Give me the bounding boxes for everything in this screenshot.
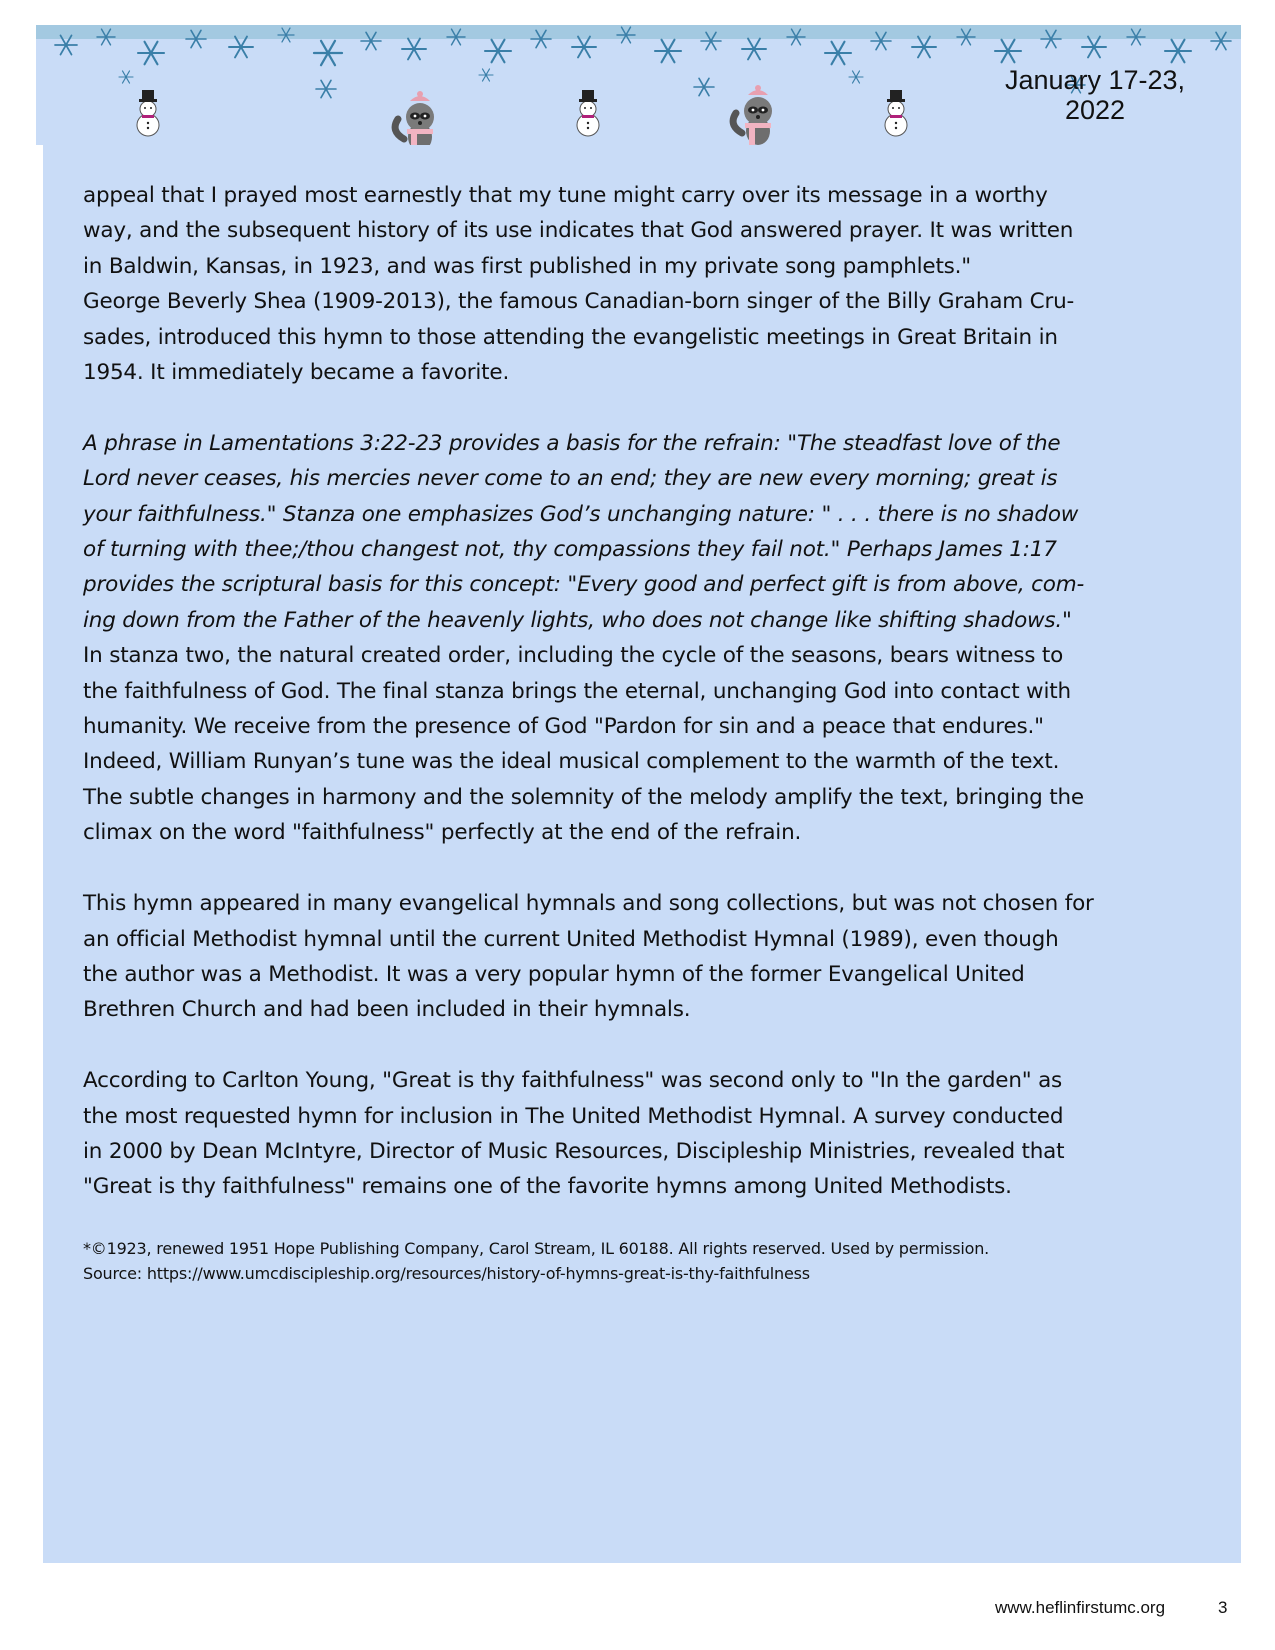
text-line: appeal that I prayed most earnestly that my tune might carry over its message in a worthy [83, 183, 1048, 208]
text-line: Lord never ceases, his mercies never come to an end; they are new every morning; great is [83, 466, 1058, 492]
snowman-icon [137, 90, 159, 136]
paragraph-hymnals [83, 886, 1208, 1028]
snowflake-icon [995, 40, 1021, 63]
text-line: 1954. It immediately became a favorite. [83, 360, 510, 386]
snowflake-icon [825, 42, 851, 65]
raccoon-icon [395, 91, 434, 145]
snowflake-icon [849, 71, 863, 83]
snowflake-icon [655, 40, 681, 63]
paragraph-history [83, 178, 1208, 390]
website-link[interactable]: www.heflinfirstumc.org [995, 1598, 1166, 1617]
date-line-2: 2022 [1064, 95, 1126, 125]
text-line: provides the scriptural basis for this concept: "Every good and perfect gift is from above, com- [83, 572, 1085, 598]
text-line: humanity. We receive from the presence of God "Pardon for sin and a peace that endures." [83, 714, 1044, 740]
text-line: The subtle changes in harmony and the solemnity of the melody amplify the text, bringing the [83, 784, 1084, 810]
snowman-icon [577, 90, 599, 136]
snowflake-icon [912, 37, 936, 58]
text-line: an official Methodist hymnal until the current United Methodist Hymnal (1989), even though [83, 926, 1059, 952]
text-line: Brethren Church and had been included in their hymnals. [83, 997, 691, 1023]
snowflake-icon [119, 71, 133, 83]
text-line: in Baldwin, Kansas, in 1923, and was first published in my private song pamphlets." [83, 253, 971, 279]
snowflake-icon [316, 80, 336, 97]
paragraph-popularity [83, 1063, 1208, 1205]
text-line: of turning with thee;/thou changest not, thy compassions they fail not." Perhaps James 1:17 [83, 537, 1057, 563]
text-line: "Great is thy faithfulness" remains one of the favorite hymns among United Methodists. [83, 1174, 1012, 1200]
snowflake-icon [742, 39, 766, 60]
issue-date [975, 65, 1215, 125]
snowflake-icon [1165, 40, 1191, 63]
text-line: way, and the subsequent history of its use indicates that God answered prayer. It was written [83, 218, 1074, 244]
text-line: the most requested hymn for inclusion in The United Methodist Hymnal. A survey conducted [83, 1103, 1064, 1129]
text-line: ing down from the Father of the heavenly lights, who does not change like shifting shadows." [83, 607, 1072, 633]
snowflake-icon [229, 37, 253, 58]
snowflake-icon [485, 40, 511, 63]
text-line: This hymn appeared in many evangelical hymnals and song collections, but was not chosen for [83, 891, 1094, 917]
snowflake-icon [694, 78, 714, 95]
text-line: the author was a Methodist. It was a very popular hymn of the former Evangelical United [83, 961, 1025, 987]
text-line: sades, introduced this hymn to those attending the evangelistic meetings in Great Britain in [83, 324, 1058, 350]
footnotes [83, 1236, 1203, 1286]
snowflake-icon [314, 41, 342, 65]
text-line: According to Carlton Young, "Great is thy faithfulness" was second only to "In the garden" as [83, 1068, 1063, 1094]
article-body [83, 178, 1208, 1205]
snowflake-icon [479, 69, 493, 81]
text-line: in 2000 by Dean McIntyre, Director of Music Resources, Discipleship Ministries, revealed that [83, 1138, 1065, 1164]
snowman-icon [885, 90, 907, 136]
text-line: Indeed, William Runyan’s tune was the ideal musical complement to the warmth of the text. [83, 749, 1060, 775]
date-line-1: January 17-23, [1004, 65, 1186, 95]
page-number: 3 [1218, 1598, 1228, 1617]
snowflake-icon [572, 37, 596, 58]
text-line: George Beverly Shea (1909-2013), the famous Canadian-born singer of the Billy Graham Cru- [83, 289, 1075, 315]
source-note: Source: https://www.umcdiscipleship.org/resources/history-of-hymns-great-is-thy-faithfulness [83, 1264, 810, 1283]
snowflake-icon [1082, 37, 1106, 58]
text-line: In stanza two, the natural created order, including the cycle of the seasons, bears witness to [83, 643, 1064, 669]
snowflake-icon [402, 39, 426, 60]
copyright-note: *©1923, renewed 1951 Hope Publishing Company, Carol Stream, IL 60188. All rights reserved. Used by permission. [83, 1239, 990, 1258]
paragraph-scripture [83, 426, 1208, 851]
snowflake-icon [138, 42, 164, 65]
raccoon-icon [733, 85, 772, 145]
text-line: climax on the word "faithfulness" perfectly at the end of the refrain. [83, 820, 802, 846]
text-line: your faithfulness." Stanza one emphasizes God’s unchanging nature: " . . . there is no shadow [83, 501, 1079, 527]
text-line: A phrase in Lamentations 3:22-23 provides a basis for the refrain: "The steadfast love of the [83, 430, 1061, 456]
text-line: the faithfulness of God. The final stanza brings the eternal, unchanging God into contact with [83, 678, 1071, 704]
header-banner [36, 25, 1241, 145]
